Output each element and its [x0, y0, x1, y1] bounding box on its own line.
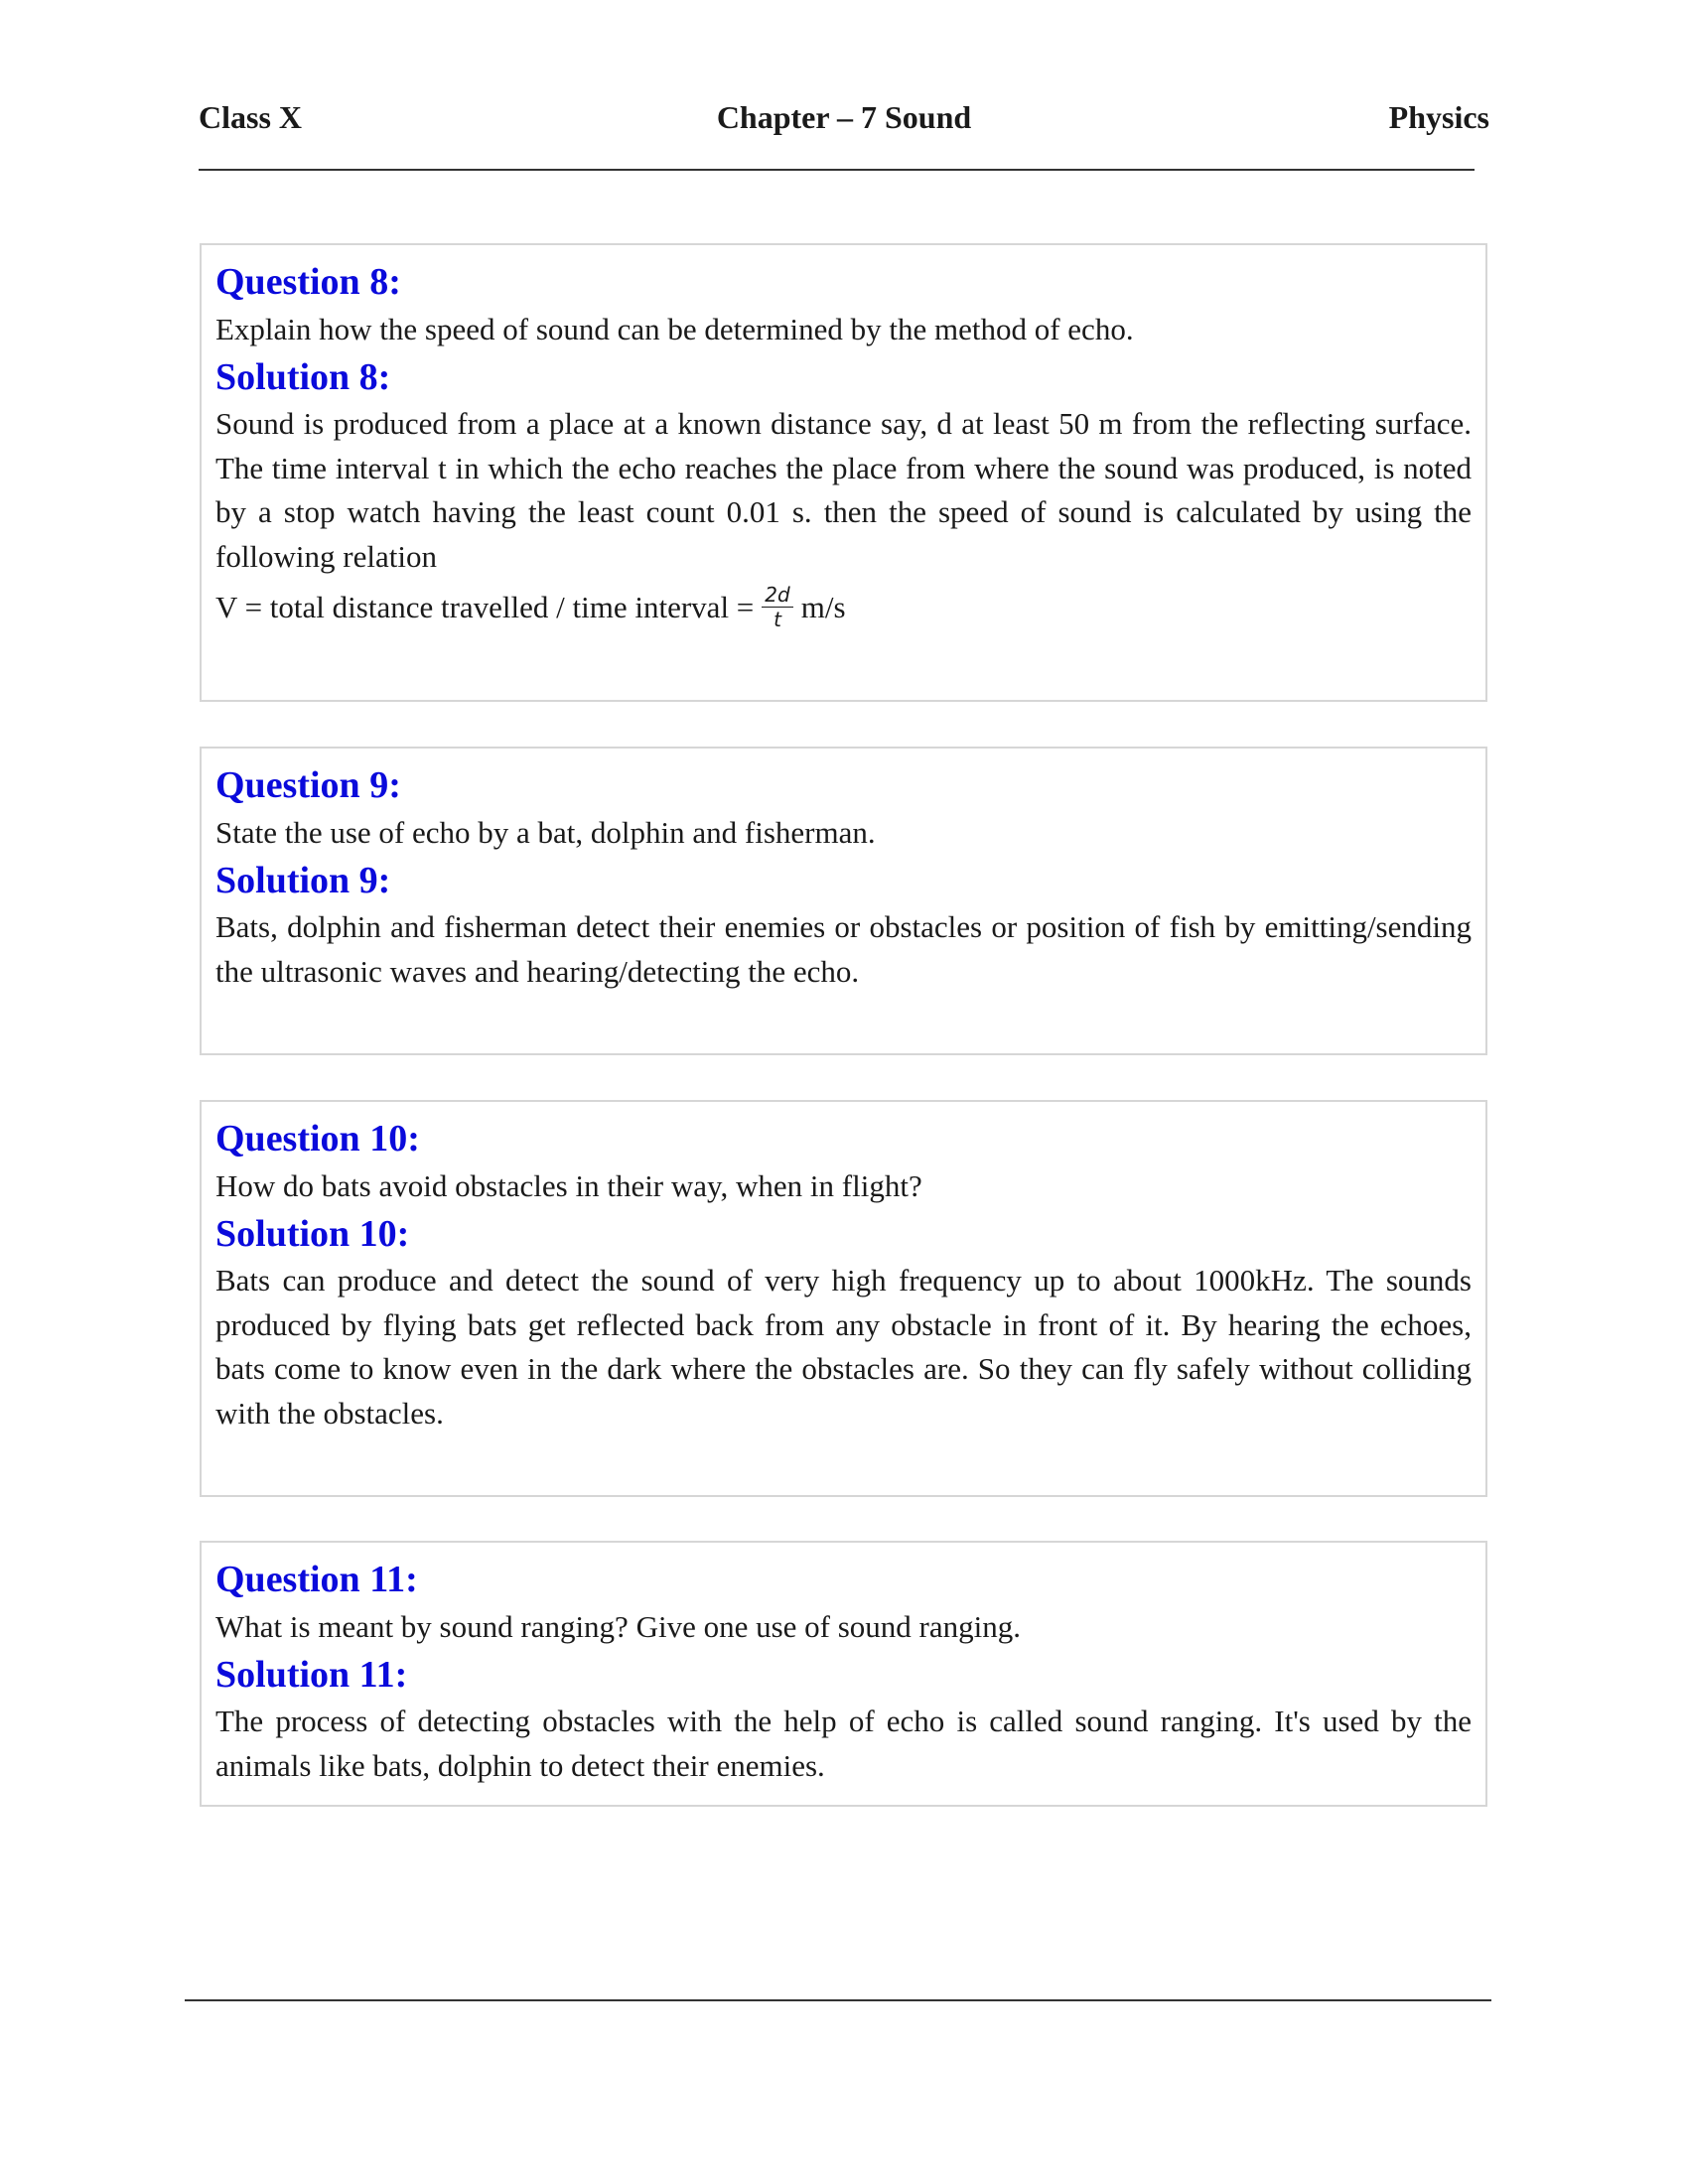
- header-subject: Physics: [1388, 99, 1489, 135]
- formula-unit: m/s: [800, 589, 846, 624]
- formula-fraction: [762, 583, 792, 631]
- header-divider: [199, 169, 1475, 171]
- formula-denominator: t: [774, 608, 781, 631]
- solution-title: Solution 8:: [215, 356, 391, 398]
- solution-text: Bats can produce and detect the sound of very high frequency up to about 1000kHz. The sounds produced by flying bats get reflected back from any obstacle in front of it. By hearing the echoes, bats come to know even in the dark where the obstacles are. So they can fly safely without colliding with the obstacles.: [215, 1263, 1472, 1431]
- question-title: Question 8:: [215, 261, 401, 303]
- solution-title: Solution 11:: [215, 1654, 408, 1696]
- qa-box-11: [200, 1541, 1487, 1807]
- solution-title: Solution 10:: [215, 1213, 410, 1255]
- question-text: Explain how the speed of sound can be determined by the method of echo.: [215, 312, 1134, 346]
- question-title: Question 11:: [215, 1559, 418, 1600]
- footer-divider: [185, 1999, 1491, 2001]
- header-class: Class X: [199, 99, 303, 135]
- qa-box-10: [200, 1100, 1487, 1497]
- question-title: Question 9:: [215, 764, 401, 806]
- question-text: How do bats avoid obstacles in their way, when in flight?: [215, 1168, 922, 1203]
- qa-box-8: [200, 243, 1487, 702]
- qa-box-9: [200, 747, 1487, 1055]
- speed-formula: [215, 583, 1472, 631]
- question-text: What is meant by sound ranging? Give one use of sound ranging.: [215, 1609, 1021, 1644]
- question-title: Question 10:: [215, 1118, 420, 1160]
- header-chapter: Chapter – 7 Sound: [716, 99, 972, 135]
- question-text: State the use of echo by a bat, dolphin and fisherman.: [215, 815, 876, 850]
- solution-text: Bats, dolphin and fisherman detect their enemies or obstacles or position of fish by emitting/sending the ultrasonic waves and hearing/detecting the echo.: [215, 909, 1472, 989]
- solution-text: Sound is produced from a place at a known distance say, d at least 50 m from the reflecting surface. The time interval t in which the echo reaches the place from where the sound was produced, is noted by a stop watch having the least count 0.01 s. then the speed of sound is calculated by using the following relation: [215, 406, 1472, 574]
- formula-numerator: 2d: [762, 583, 792, 608]
- solution-title: Solution 9:: [215, 860, 391, 901]
- formula-prefix: V = total distance travelled / time interval =: [215, 589, 755, 624]
- page-header: [199, 99, 1489, 143]
- solution-text: The process of detecting obstacles with the help of echo is called sound ranging. It's used by the animals like bats, dolphin to detect their enemies.: [215, 1704, 1472, 1783]
